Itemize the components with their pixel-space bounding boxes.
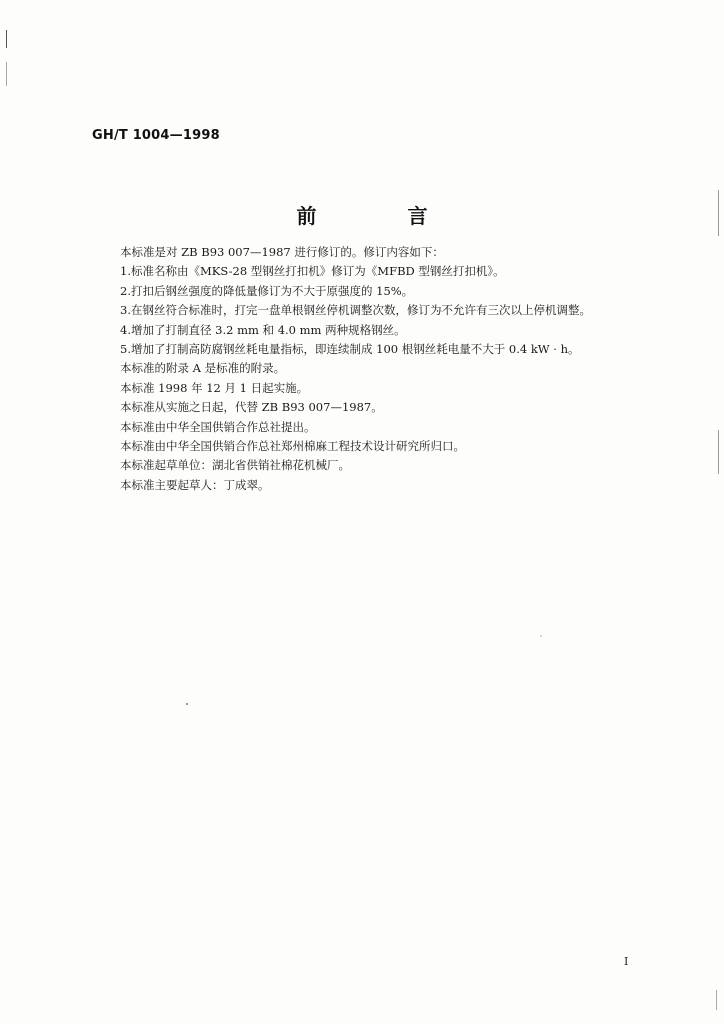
scan-speck — [540, 635, 542, 637]
page-title: 前 言 — [296, 204, 470, 228]
paragraph-line: 本标准从实施之日起，代替 ZB B93 007—1987。 — [120, 400, 383, 415]
paragraph-line: 1.标准名称由《MKS-28 型钢丝打扣机》修订为《MFBD 型钢丝打扣机》。 — [120, 264, 505, 279]
paragraph-line: 本标准由中华全国供销合作总社提出。 — [120, 419, 316, 434]
paragraph-line: 本标准是对 ZB B93 007—1987 进行修订的。修订内容如下： — [120, 245, 444, 259]
foreword-body — [120, 243, 640, 495]
scan-speck — [186, 703, 188, 705]
page-number: I — [624, 955, 629, 968]
paragraph-line: 本标准的附录 A 是标准的附录。 — [120, 361, 286, 376]
paragraph-line: 2.打扣后钢丝强度的降低量修订为不大于原强度的 15%。 — [120, 283, 414, 298]
scan-speck — [440, 310, 442, 312]
paragraph-line: 本标准由中华全国供销合作总社郑州棉麻工程技术设计研究所归口。 — [120, 438, 465, 453]
scan-edge-mark — [716, 990, 717, 1010]
scan-edge-mark — [6, 30, 7, 48]
paragraph-line: 本标准起草单位：湖北省供销社棉花机械厂。 — [120, 458, 350, 473]
scan-edge-mark — [718, 190, 719, 236]
paragraph-line: 本标准主要起草人：丁成翠。 — [120, 477, 270, 492]
paragraph-line: 5.增加了打制高防腐钢丝耗电量指标，即连续制成 100 根钢丝耗电量不大于 0.4 kW · h。 — [120, 341, 580, 356]
scan-edge-mark — [6, 62, 7, 86]
paragraph-line: 4.增加了打制直径 3.2 mm 和 4.0 mm 两种规格钢丝。 — [120, 322, 406, 337]
standard-code: GH/T 1004—1998 — [92, 128, 220, 143]
scan-edge-mark — [718, 430, 719, 474]
paragraph-line: 本标准 1998 年 12 月 1 日起实施。 — [120, 380, 309, 395]
paragraph-line: 3.在钢丝符合标准时，打完一盘单根钢丝停机调整次数，修订为不允许有三次以上停机调整。 — [120, 303, 591, 318]
